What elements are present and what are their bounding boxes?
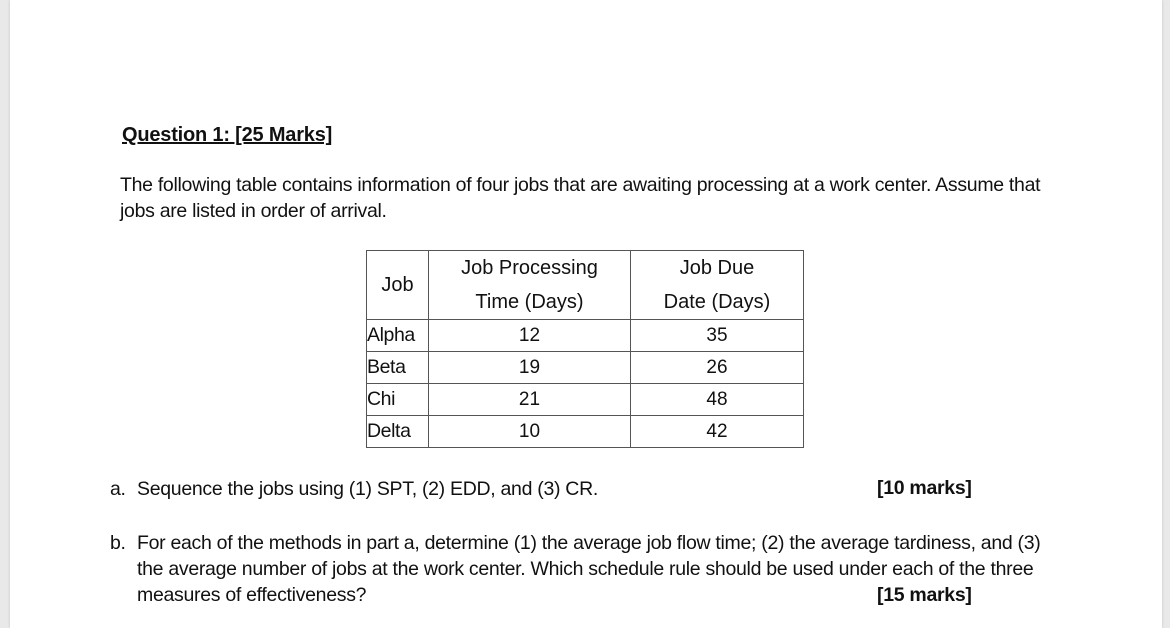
processing-time-cell: 19 xyxy=(429,352,631,384)
due-date-cell: 35 xyxy=(631,320,804,352)
header-processing-line1: Job Processing xyxy=(461,257,598,279)
header-processing-time xyxy=(429,251,631,320)
header-due-line1: Job Due xyxy=(679,257,755,279)
jobs-table xyxy=(366,250,804,448)
part-b-letter: b. xyxy=(110,532,126,554)
question-intro: The following table contains information of four jobs that are awaiting processing at a work center. Assume that jobs are listed in order of arrival. xyxy=(120,174,1041,222)
processing-time-cell: 10 xyxy=(429,416,631,448)
part-a-text: Sequence the jobs using (1) SPT, (2) EDD, and (3) CR. xyxy=(137,478,598,500)
table-row xyxy=(367,384,804,416)
part-a-letter: a. xyxy=(110,478,126,500)
job-name-cell: Beta xyxy=(367,352,429,384)
due-date-cell: 26 xyxy=(631,352,804,384)
table-row xyxy=(367,320,804,352)
table-header-row xyxy=(367,251,804,320)
job-name-cell: Delta xyxy=(367,416,429,448)
processing-time-cell: 21 xyxy=(429,384,631,416)
due-date-cell: 42 xyxy=(631,416,804,448)
question-title: Question 1: [25 Marks] xyxy=(122,124,333,146)
part-a-marks: [10 marks] xyxy=(877,477,972,499)
part-b-marks: [15 marks] xyxy=(877,584,972,606)
table-row xyxy=(367,416,804,448)
job-name-cell: Alpha xyxy=(367,320,429,352)
due-date-cell: 48 xyxy=(631,384,804,416)
table-row xyxy=(367,352,804,384)
job-name-cell: Chi xyxy=(367,384,429,416)
header-job: Job xyxy=(367,251,429,320)
header-due-line2: Date (Days) xyxy=(663,291,771,313)
header-processing-line2: Time (Days) xyxy=(475,291,584,313)
header-due-date xyxy=(631,251,804,320)
document-page xyxy=(10,0,1162,628)
part-b-text: For each of the methods in part a, determine (1) the average job flow time; (2) the average tardiness, and (3) the average number of jobs at the work center. Which schedule rule should be used under each of the three measures of effectiveness? xyxy=(137,532,1041,606)
processing-time-cell: 12 xyxy=(429,320,631,352)
